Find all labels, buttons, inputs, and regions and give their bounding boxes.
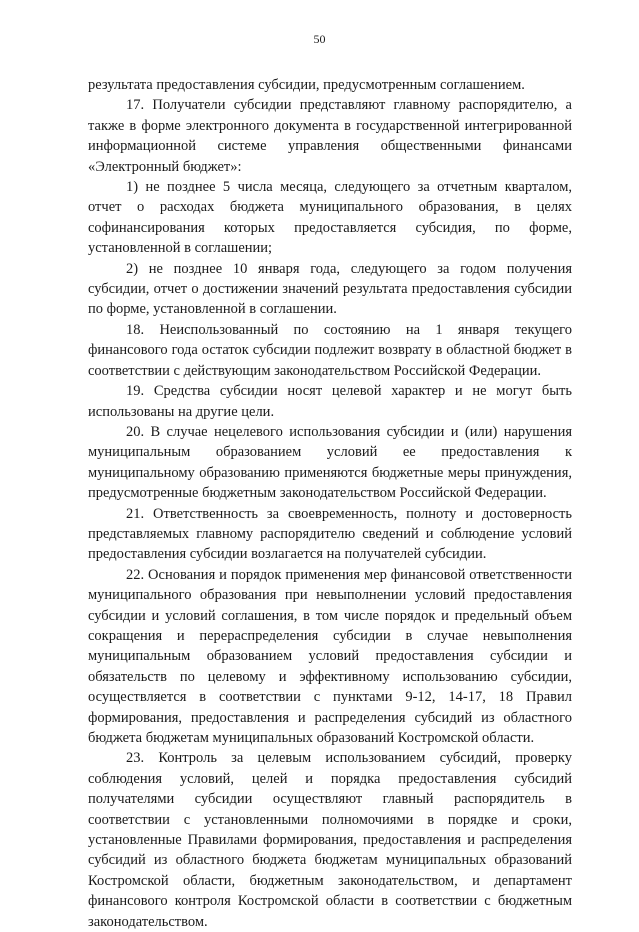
paragraph-21: 21. Ответственность за своевременность, полноту и достоверность представляемых главному распорядителю сведений и соблюдение условий предоставления субсидии возлагается на получателей субсидии. bbox=[88, 505, 572, 563]
paragraph-19: 19. Средства субсидии носят целевой характер и не могут быть использованы на другие цели. bbox=[88, 383, 572, 420]
paragraph-17: 17. Получатели субсидии представляют главному распорядителю, а также в форме электронного документа в государственной интегрированной информационной системе управления общественными финансами «Электронный бюджет»: bbox=[88, 97, 572, 175]
paragraph-20: 20. В случае нецелевого использования субсидии и (или) нарушения муниципальным образованием условий ее предоставления к муниципальному образованию применяются бюджетные меры принуждения, предусмотренные бюджетным законодательством Российской Федерации. bbox=[88, 423, 572, 502]
paragraph-17-item-1: 1) не позднее 5 числа месяца, следующего за отчетным кварталом, отчет о расходах бюджета муниципального образования, в целях софинансирования которых предоставляется субсидия, по форме, установленной в соглашении; bbox=[88, 179, 572, 257]
page-number: 50 bbox=[313, 32, 326, 46]
paragraph-23: 23. Контроль за целевым использованием субсидий, проверку соблюдения условий, целей и порядка предоставления субсидий получателями субсидии осуществляют главный распорядитель в соответствии с установленными полномочиями в порядке и сроки, установленные Правилами формирования, предоставления и распределения субсидий из областного бюджета бюджетам муниципальных образований Костромской области, бюджетным законодательством, и департамент финансового контроля Костромской области в соответствии с бюджетным законодательством. bbox=[88, 750, 572, 930]
paragraph-17-item-2: 2) не позднее 10 января года, следующего за годом получения субсидии, отчет о достижении значений результата предоставления субсидии по форме, установленной в соглашении. bbox=[88, 260, 572, 318]
paragraph-22: 22. Основания и порядок применения мер финансовой ответственности муниципального образования при невыполнении условий предоставления субсидии и условий соглашения, в том числе порядок и предельный объем сокращения и перераспределения субсидии в случае невыполнения муниципальным образованием условий предоставления субсидии и обязательств по целевому и эффективному использованию субсидии, осуществляется в соответствии с пунктами 9-12, 14-17, 18 Правил формирования, предоставления и распределения субсидий из областного бюджета бюджетам муниципальных образований Костромской области. bbox=[88, 566, 572, 746]
paragraph-18: 18. Неиспользованный по состоянию на 1 января текущего финансового года остаток субсидии подлежит возврату в областной бюджет в соответствии с действующим законодательством Российской Федерации. bbox=[88, 321, 572, 379]
paragraph-continuation: результата предоставления субсидии, предусмотренным соглашением. bbox=[88, 77, 525, 93]
document-body bbox=[88, 75, 572, 932]
